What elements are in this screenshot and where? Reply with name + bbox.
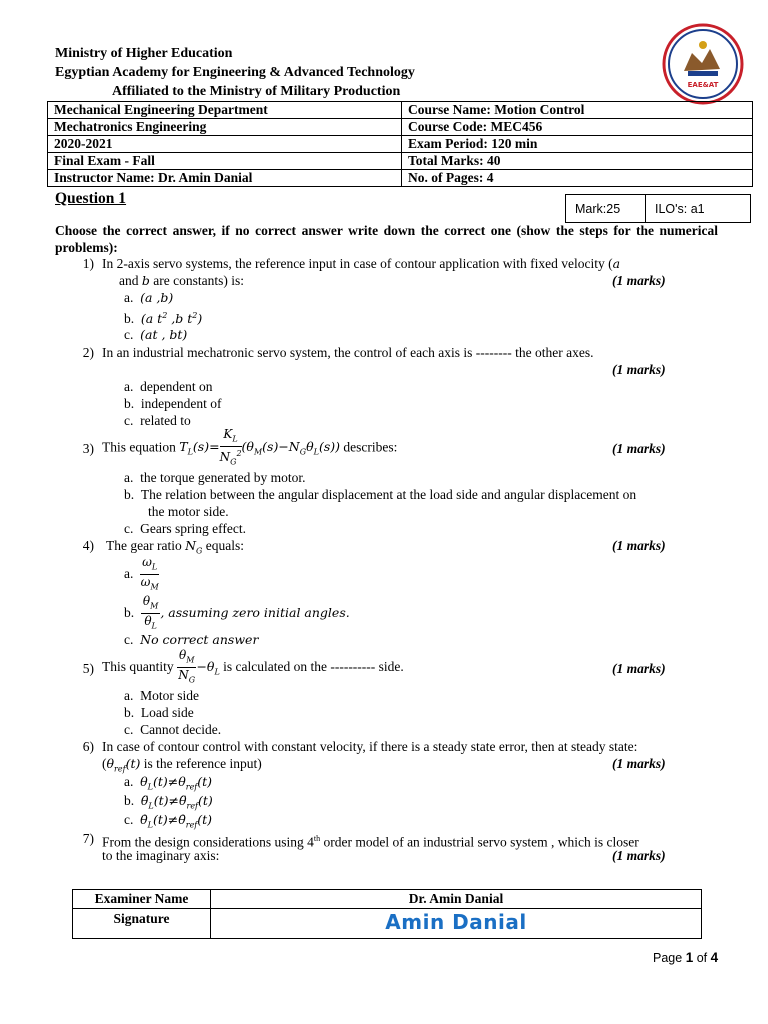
- svg-text:EAE&AT: EAE&AT: [687, 81, 719, 89]
- q5-marks: (1 marks): [612, 661, 666, 676]
- mark-box: [565, 194, 751, 223]
- q1-option-b[interactable]: b. (a $t^2$ ,b $t^2$): [124, 311, 203, 327]
- q3-option-b[interactable]: b. The relation between the angular displacement at the load side and angular displacement on: [124, 487, 637, 502]
- q6-marks: (1 marks): [612, 756, 666, 771]
- q4-option-a[interactable]: a. $\frac{\omega_L}{\omega_M}$: [124, 555, 159, 592]
- table-row: Final Exam - Fall Total Marks: 40: [48, 153, 753, 170]
- examiner-label: Examiner Name: [73, 890, 211, 909]
- q3-option-c[interactable]: c. Gears spring effect.: [124, 521, 246, 536]
- q4-option-c[interactable]: c. No correct answer: [124, 632, 259, 647]
- q6-option-b[interactable]: b. $\thetä_L(t)\ne\thetä_{ref}(t)$: [124, 793, 213, 811]
- q1-number: 1): [82, 256, 94, 271]
- question-title: Question 1: [55, 190, 127, 207]
- q5-text: This quantity $\frac{\theta_M}{N_G}$ $-\theta_L$ is calculated on the ---------- side.: [102, 648, 404, 685]
- q4-marks: (1 marks): [612, 538, 666, 553]
- q6-text-cont: ($\theta_{ref}(t)$ is the reference input): [102, 756, 262, 774]
- q5-option-c[interactable]: c. Cannot decide.: [124, 722, 222, 737]
- q2-marks: (1 marks): [612, 362, 666, 377]
- q5-number: 5): [82, 661, 94, 676]
- table-row: Mechatronics Engineering Course Code: MEC456: [48, 119, 753, 136]
- table-row: Instructor Name: Dr. Amin Danial No. of Pages: 4: [48, 170, 753, 187]
- q3-option-a[interactable]: a. the torque generated by motor.: [124, 470, 306, 485]
- q5-option-a[interactable]: a. Motor side: [124, 688, 199, 703]
- ilo-value: ILO's: a1: [655, 201, 705, 216]
- table-row: Mechanical Engineering Department Course Name: Motion Control: [48, 102, 753, 119]
- q4-text: The gear ratio $N_G$ equals:: [106, 538, 245, 556]
- q4-number: 4): [82, 538, 94, 553]
- examiner-value: Dr. Amin Danial: [211, 890, 702, 909]
- q1-marks: (1 marks): [612, 273, 666, 288]
- signature-value: Amin Danial: [211, 909, 702, 939]
- q1-option-a[interactable]: a. (a ,b): [124, 290, 174, 305]
- q6-option-c[interactable]: c. $\thetȧ_L(t)\ne\thetȧ_{ref}(t)$: [124, 812, 213, 830]
- q6-text: In case of contour control with constant velocity, if there is a steady state error, then at steady state:: [102, 739, 638, 754]
- table-row: [73, 890, 702, 909]
- academy-line: Egyptian Academy for Engineering & Advanced Technology: [55, 65, 415, 80]
- q1-option-c[interactable]: c. (at , bt): [124, 327, 188, 342]
- q6-number: 6): [82, 739, 94, 754]
- signature-label: Signature: [73, 909, 211, 939]
- q5-option-b[interactable]: b. Load side: [124, 705, 194, 720]
- ministry-line: Ministry of Higher Education: [55, 46, 233, 61]
- q3-marks: (1 marks): [612, 441, 666, 456]
- q7-number: 7): [82, 831, 94, 846]
- signature-table: [72, 889, 702, 939]
- q3-option-b-cont: the motor side.: [148, 504, 229, 519]
- academy-logo: [662, 23, 744, 105]
- q4-option-b[interactable]: b. $\frac{\theta_M}{\theta_L}$ , assuming zero initial angles.: [124, 594, 350, 631]
- table-row: 2020-2021 Exam Period: 120 min: [48, 136, 753, 153]
- q1-text-cont: and b are constants) is:: [119, 273, 244, 288]
- q2-text: In an industrial mechatronic servo system, the control of each axis is -------- the other axes.: [102, 345, 594, 360]
- q2-number: 2): [82, 345, 94, 360]
- affiliation-line: Affiliated to the Ministry of Military Production: [112, 84, 401, 99]
- q6-option-a[interactable]: a. $\theta_L(t)\ne\theta_{ref}(t)$: [124, 774, 213, 792]
- q7-text: From the design considerations using 4th order model of an industrial servo system , which is closer: [102, 834, 639, 850]
- q2-option-a[interactable]: a. dependent on: [124, 379, 213, 394]
- q7-text-cont: to the imaginary axis:: [102, 848, 220, 863]
- mark-value: Mark:25: [566, 195, 646, 222]
- instructions: Choose the correct answer, if no correct answer write down the correct one (show the steps for the numerical problems):: [55, 223, 718, 255]
- q2-option-b[interactable]: b. independent of: [124, 396, 222, 411]
- q3-text: This equation $T_L(s)=$ $\frac{K_L}{N_G^2}$ $(\theta_M(s)-N_G\theta_L(s))$ describes:: [102, 427, 398, 467]
- q3-number: 3): [82, 441, 94, 456]
- q7-marks: (1 marks): [612, 848, 666, 863]
- q1-text: In 2-axis servo systems, the reference input in case of contour application with fixed velocity (a: [102, 256, 621, 271]
- table-row: [73, 909, 702, 939]
- page-number: Page 1 of 4: [653, 950, 719, 965]
- q2-option-c[interactable]: c. related to: [124, 413, 191, 428]
- course-info-table: [47, 101, 753, 187]
